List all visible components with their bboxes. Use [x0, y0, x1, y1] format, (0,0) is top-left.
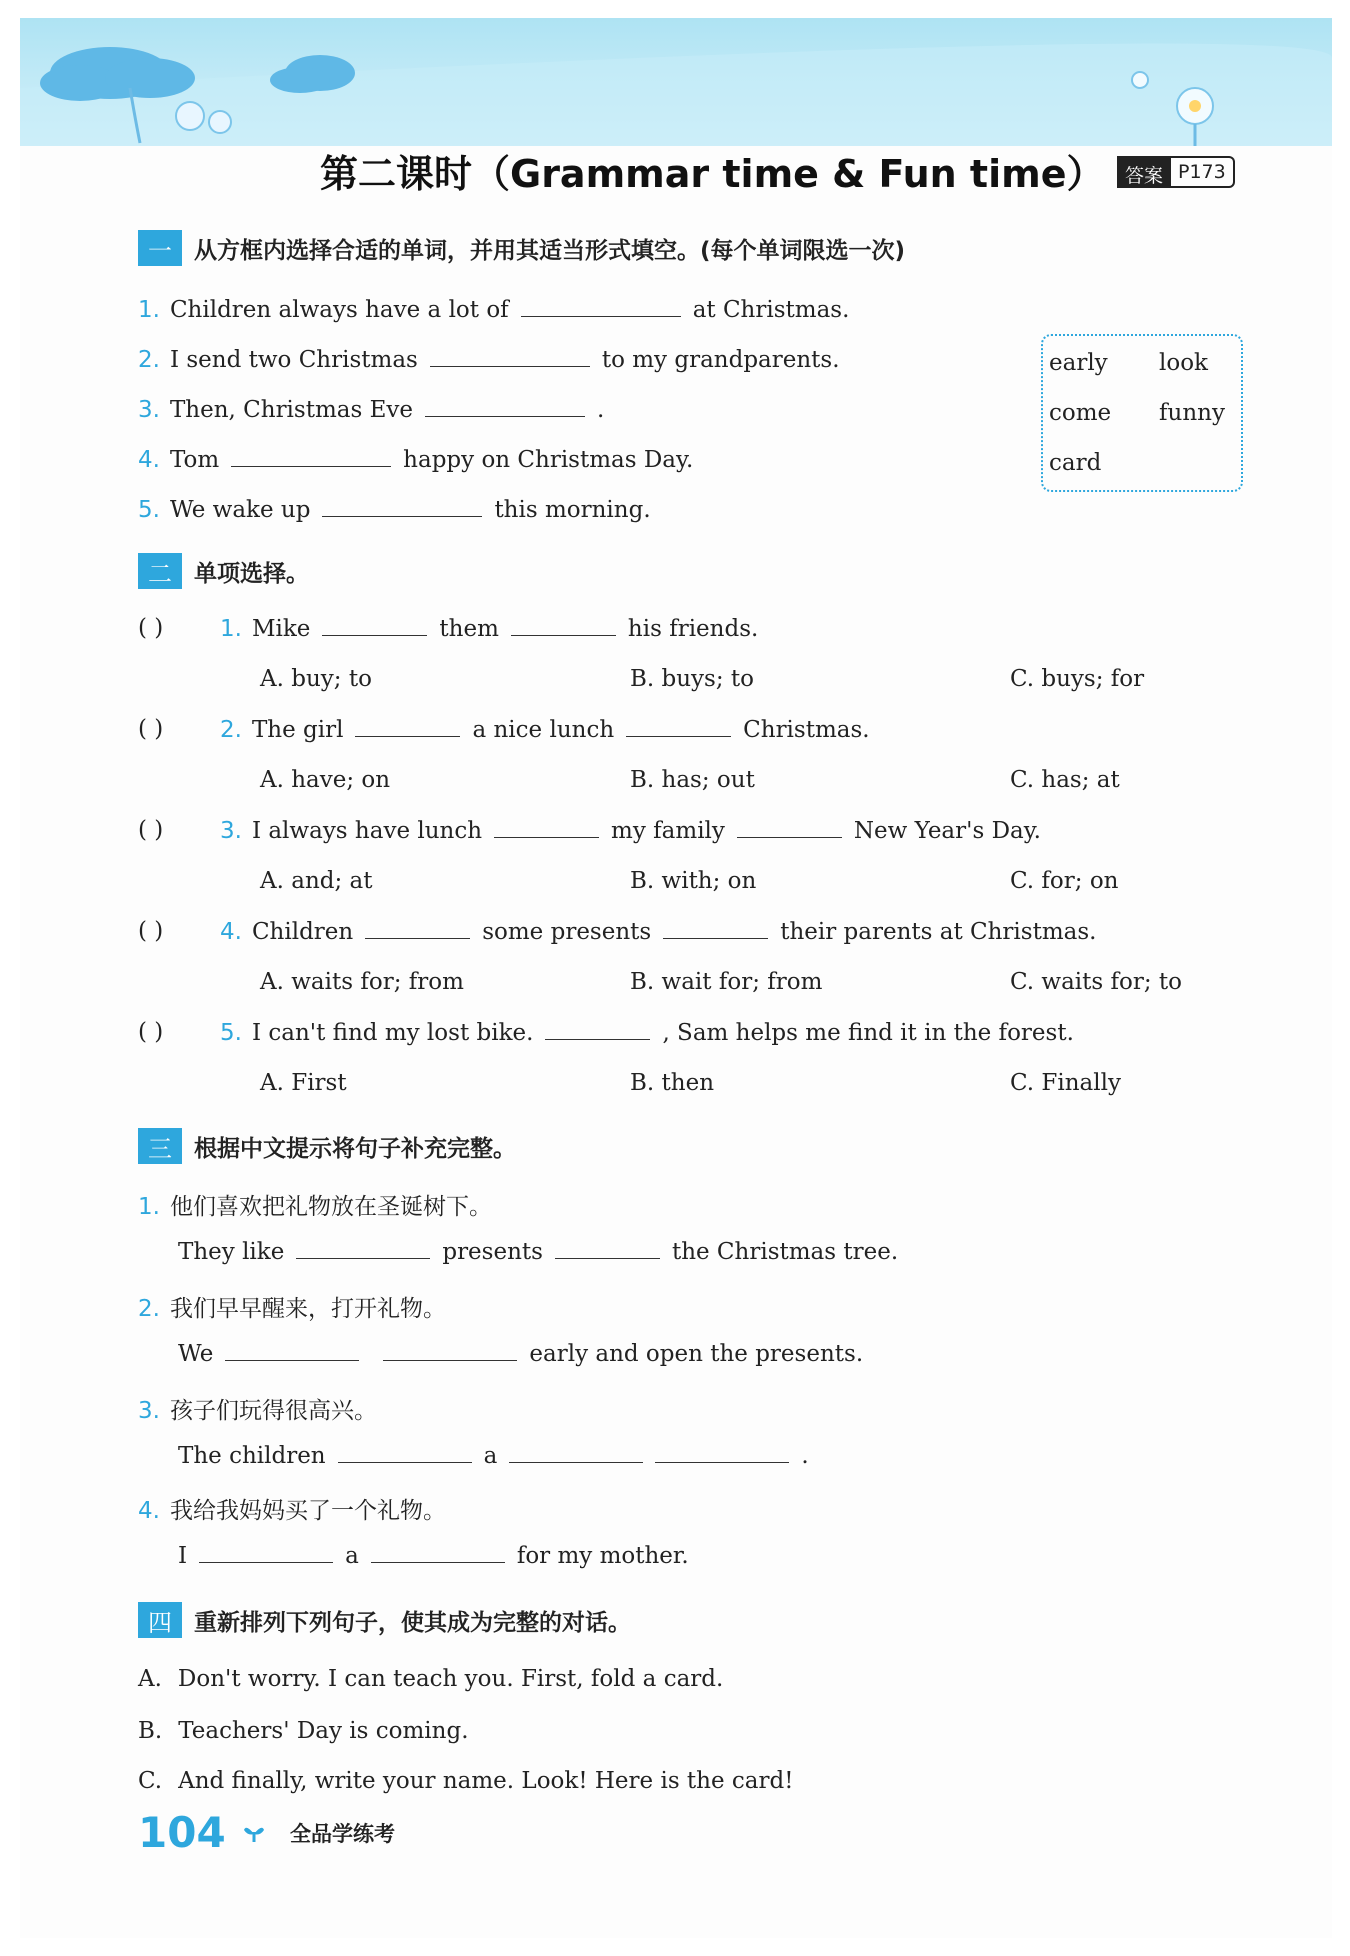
fill-item-5: 5. We wake up this morning.	[138, 497, 651, 523]
answer-blank[interactable]	[199, 1542, 333, 1563]
option-c[interactable]: C. buys; for	[1010, 666, 1145, 692]
answer-blank[interactable]	[494, 817, 599, 838]
section-4-heading	[138, 1602, 631, 1638]
sentence-1: They like presents the Christmas tree.	[178, 1239, 899, 1265]
dialogue-line-a: A. Don't worry. I can teach you. First, fold a card.	[138, 1666, 724, 1692]
section-2-heading	[138, 553, 309, 589]
choice-question-4: 4. Children some presents their parents at Christmas.	[220, 919, 1097, 945]
answer-parenthesis[interactable]: ( )	[138, 1019, 164, 1045]
option-a[interactable]: A. First	[260, 1070, 347, 1096]
option-b[interactable]: B. wait for; from	[630, 969, 823, 995]
answer-blank[interactable]	[225, 1340, 359, 1361]
prompt-2: 2. 我们早早醒来，打开礼物。	[138, 1296, 446, 1322]
option-b[interactable]: B. has; out	[630, 767, 755, 793]
page-title: 第二课时（Grammar time & Fun time）	[320, 152, 1105, 196]
section-number: 二	[138, 553, 182, 589]
answer-blank[interactable]	[355, 716, 460, 737]
section-title: 从方框内选择合适的单词，并用其适当形式填空。(每个单词限选一次)	[194, 237, 906, 264]
answer-blank[interactable]	[737, 817, 842, 838]
section-3-heading	[138, 1128, 516, 1164]
publisher-brand: 全品学练考	[290, 1822, 395, 1846]
header-banner	[20, 18, 1332, 146]
answer-blank[interactable]	[383, 1340, 517, 1361]
option-a[interactable]: A. and; at	[260, 868, 373, 894]
answer-label: 答案	[1117, 156, 1171, 188]
option-b[interactable]: B. with; on	[630, 868, 757, 894]
option-c[interactable]: C. Finally	[1010, 1070, 1121, 1096]
option-a[interactable]: A. buy; to	[260, 666, 372, 692]
option-c[interactable]: C. waits for; to	[1010, 969, 1183, 995]
sentence-4: I a for my mother.	[178, 1543, 689, 1569]
option-b[interactable]: B. then	[630, 1070, 715, 1096]
section-number: 三	[138, 1128, 182, 1164]
worksheet-page	[20, 18, 1332, 1938]
answer-blank[interactable]	[338, 1442, 472, 1463]
answer-blank[interactable]	[511, 615, 616, 636]
choice-question-5: 5. I can't find my lost bike. , Sam helps me find it in the forest.	[220, 1020, 1074, 1046]
option-c[interactable]: C. has; at	[1010, 767, 1120, 793]
answer-blank[interactable]	[425, 396, 585, 417]
sentence-2: We early and open the presents.	[178, 1341, 864, 1367]
prompt-3: 3. 孩子们玩得很高兴。	[138, 1398, 377, 1424]
choice-question-2: 2. The girl a nice lunch Christmas.	[220, 717, 870, 743]
dialogue-line-c: C. And finally, write your name. Look! Here is the card!	[138, 1768, 794, 1794]
answer-blank[interactable]	[509, 1442, 643, 1463]
answer-blank[interactable]	[521, 296, 681, 317]
option-c[interactable]: C. for; on	[1010, 868, 1119, 894]
answer-blank[interactable]	[322, 615, 427, 636]
answer-blank[interactable]	[555, 1238, 660, 1259]
answer-reference	[1117, 156, 1235, 188]
answer-parenthesis[interactable]: ( )	[138, 615, 164, 641]
word-bank-word: card	[1049, 450, 1102, 476]
answer-parenthesis[interactable]: ( )	[138, 918, 164, 944]
section-number: 一	[138, 230, 182, 266]
section-1-heading	[138, 230, 905, 266]
section-title: 根据中文提示将句子补充完整。	[194, 1135, 516, 1162]
answer-parenthesis[interactable]: ( )	[138, 817, 164, 843]
fill-item-3: 3. Then, Christmas Eve .	[138, 397, 605, 423]
fill-item-1: 1. Children always have a lot of at Christmas.	[138, 297, 850, 323]
answer-blank[interactable]	[371, 1542, 505, 1563]
fill-item-2: 2. I send two Christmas to my grandparents.	[138, 347, 840, 373]
word-bank-word: early	[1049, 350, 1108, 376]
word-bank-word: look	[1159, 350, 1208, 376]
prompt-1: 1. 他们喜欢把礼物放在圣诞树下。	[138, 1194, 492, 1220]
answer-blank[interactable]	[231, 446, 391, 467]
option-a[interactable]: A. have; on	[260, 767, 391, 793]
answer-blank[interactable]	[430, 346, 590, 367]
answer-blank[interactable]	[626, 716, 731, 737]
answer-blank[interactable]	[655, 1442, 789, 1463]
section-title: 单项选择。	[194, 560, 309, 587]
fill-item-4: 4. Tom happy on Christmas Day.	[138, 447, 694, 473]
dialogue-line-b: B. Teachers' Day is coming.	[138, 1718, 469, 1744]
prompt-4: 4. 我给我妈妈买了一个礼物。	[138, 1498, 446, 1524]
option-b[interactable]: B. buys; to	[630, 666, 755, 692]
section-number: 四	[138, 1602, 182, 1638]
answer-blank[interactable]	[545, 1019, 650, 1040]
answer-blank[interactable]	[296, 1238, 430, 1259]
word-bank-word: come	[1049, 400, 1112, 426]
option-a[interactable]: A. waits for; from	[260, 969, 464, 995]
word-bank-box	[1041, 334, 1243, 492]
answer-blank[interactable]	[365, 918, 470, 939]
answer-page: P173	[1171, 156, 1235, 188]
answer-blank[interactable]	[322, 496, 482, 517]
choice-question-3: 3. I always have lunch my family New Year's Day.	[220, 818, 1041, 844]
word-bank-word: funny	[1159, 400, 1225, 426]
sentence-3: The children a .	[178, 1443, 809, 1469]
answer-blank[interactable]	[663, 918, 768, 939]
sprout-icon	[242, 1822, 266, 1844]
answer-parenthesis[interactable]: ( )	[138, 716, 164, 742]
banner-decoration-illustration	[20, 18, 1332, 146]
section-title: 重新排列下列句子，使其成为完整的对话。	[194, 1609, 631, 1636]
choice-question-1: 1. Mike them his friends.	[220, 616, 759, 642]
page-number: 104	[138, 1808, 226, 1857]
